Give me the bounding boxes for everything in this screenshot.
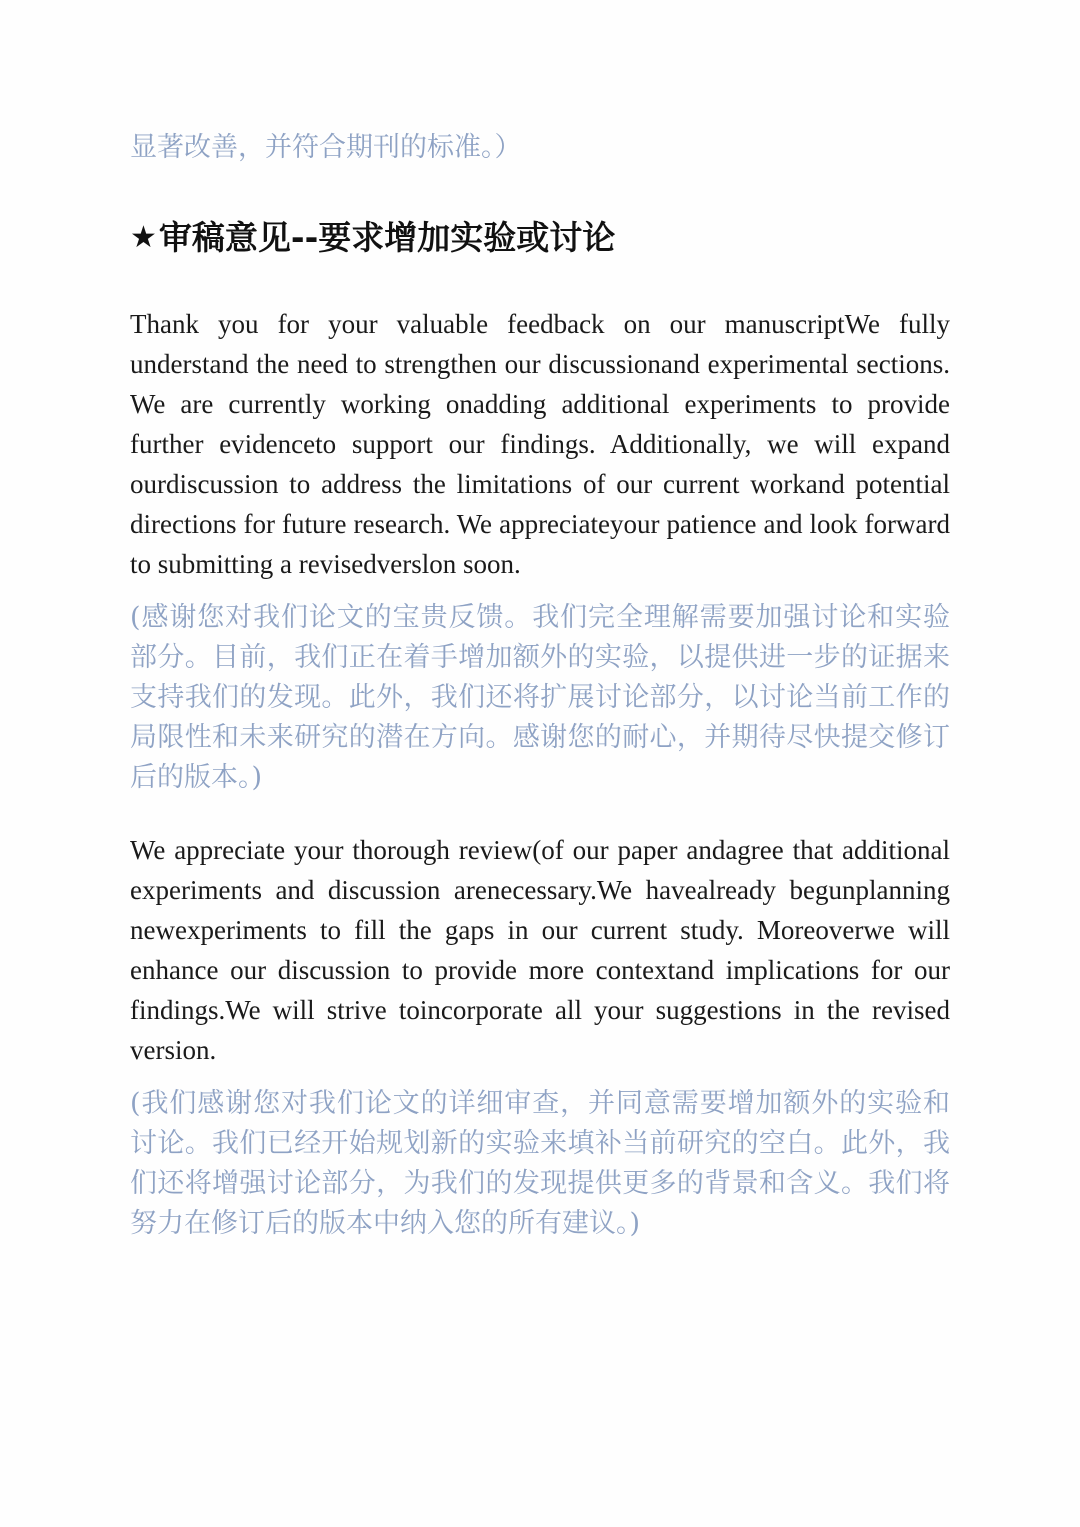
paragraph-1-chinese: (感谢您对我们论文的宝贵反馈。我们完全理解需要加强讨论和实验部分。目前，我们正在着手增加额外的实验，以提供进一步的证据来支持我们的发现。此外，我们还将扩展讨论部分，以讨论当前工作的局限性和未来研究的潜在方向。感谢您的耐心，并期待尽快提交修订后的版本。) [130,602,950,793]
section-heading-text: 审稿意见--要求增加实验或讨论 [158,218,616,257]
paragraph-2-english: We appreciate your thorough review(of our paper andagree that additional experiments and discussion arenecessary.We havealready begunplanning newexperiments to fill the gaps in our current study. Moreoverwe will enhance our discussion to provide more contextand implications for our findings.We will strive toincorporate all your suggestions in the revised version. [130,835,950,1065]
paragraph-2-chinese: (我们感谢您对我们论文的详细审查，并同意需要增加额外的实验和讨论。我们已经开始规划新的实验来填补当前研究的空白。此外，我们还将增强讨论部分，为我们的发现提供更多的背景和含义。我们将努力在修订后的版本中纳入您的所有建议。) [130,1088,950,1239]
document-content [130,128,950,1244]
section-heading [130,216,950,260]
intro-chinese-text: 显著改善，并符合期刊的标准。） [130,132,522,163]
paragraph-1-english: Thank you for your valuable feedback on our manuscriptWe fully understand the need to strengthen our discussionand experimental sections. We are currently working onadding additional experiments to provide further evidenceto support our findings. Additionally, we will expand ourdiscussion to address the limitations of our current workand potential directions for future research. We appreciateyour patience and look forward to submitting a revisedverslon soon. [130,309,950,579]
star-icon: ★ [130,220,157,255]
